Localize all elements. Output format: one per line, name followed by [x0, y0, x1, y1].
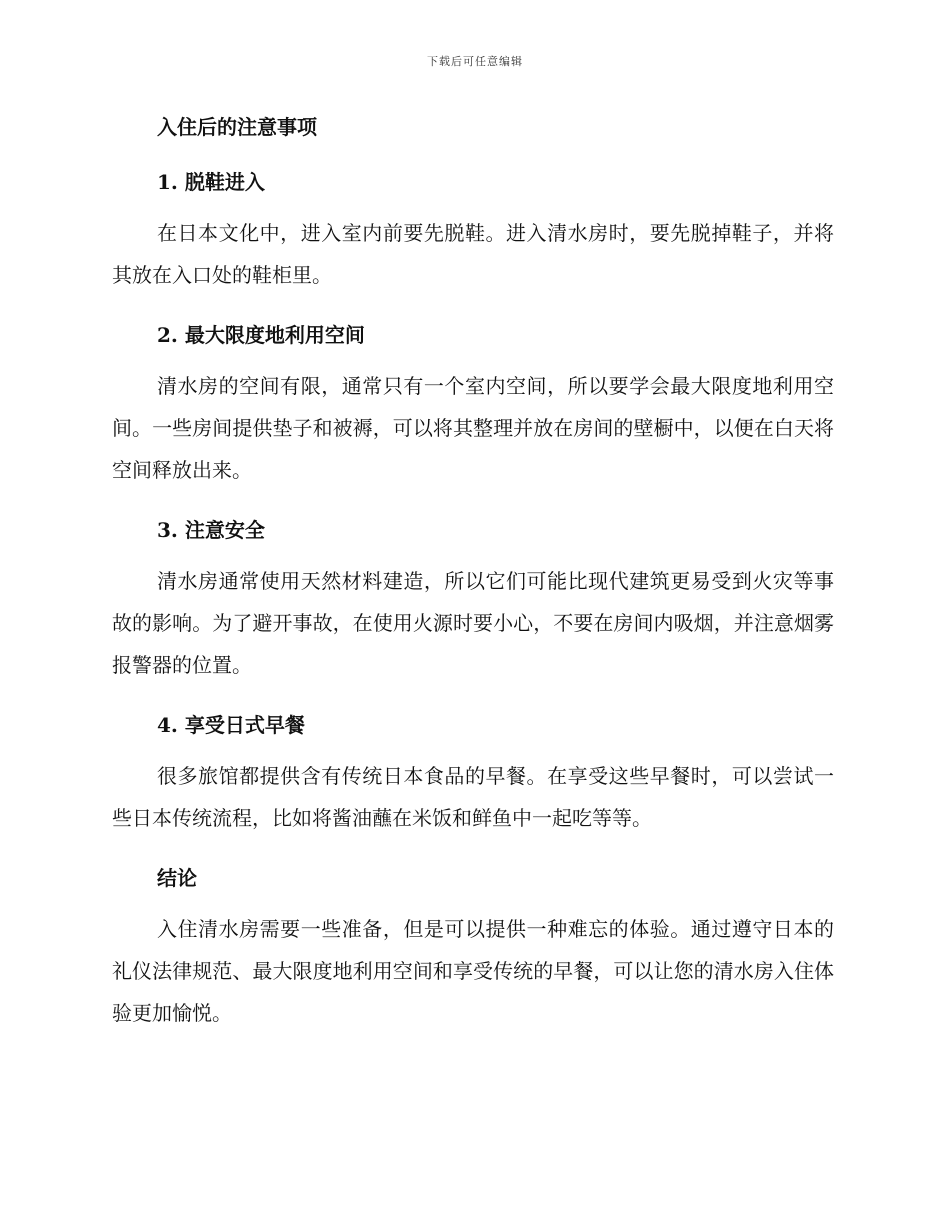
section-1 [112, 166, 834, 296]
section-conclusion [112, 862, 834, 1034]
section-heading: 3. 注意安全 [157, 518, 265, 542]
section-heading: 4. 享受日式早餐 [157, 713, 305, 737]
section-paragraph: 入住清水房需要一些准备，但是可以提供一种难忘的体验。通过遵守日本的礼仪法律规范、最大限度地利用空间和享受传统的早餐，可以让您的清水房入住体验更加愉悦。 [112, 917, 834, 1025]
section-4 [112, 709, 834, 839]
section-paragraph: 在日本文化中，进入室内前要先脱鞋。进入清水房时，要先脱掉鞋子，并将其放在入口处的鞋柜里。 [112, 221, 834, 287]
section-paragraph: 清水房通常使用天然材料建造，所以它们可能比现代建筑更易受到火灾等事故的影响。为了避开事故，在使用火源时要小心，不要在房间内吸烟，并注意烟雾报警器的位置。 [112, 569, 834, 677]
section-3 [112, 514, 834, 686]
section-paragraph: 清水房的空间有限，通常只有一个室内空间，所以要学会最大限度地利用空间。一些房间提供垫子和被褥，可以将其整理并放在房间的壁橱中，以便在白天将空间释放出来。 [112, 374, 834, 482]
section-heading: 结论 [157, 866, 197, 890]
document-content [112, 111, 834, 1034]
document-title: 入住后的注意事项 [157, 115, 317, 139]
section-heading: 1. 脱鞋进入 [157, 170, 265, 194]
section-2 [112, 319, 834, 491]
header-note: 下载后可任意编辑 [427, 55, 523, 68]
section-heading: 2. 最大限度地利用空间 [157, 323, 365, 347]
section-paragraph: 很多旅馆都提供含有传统日本食品的早餐。在享受这些早餐时，可以尝试一些日本传统流程，比如将酱油蘸在米饭和鲜鱼中一起吃等等。 [112, 764, 834, 830]
